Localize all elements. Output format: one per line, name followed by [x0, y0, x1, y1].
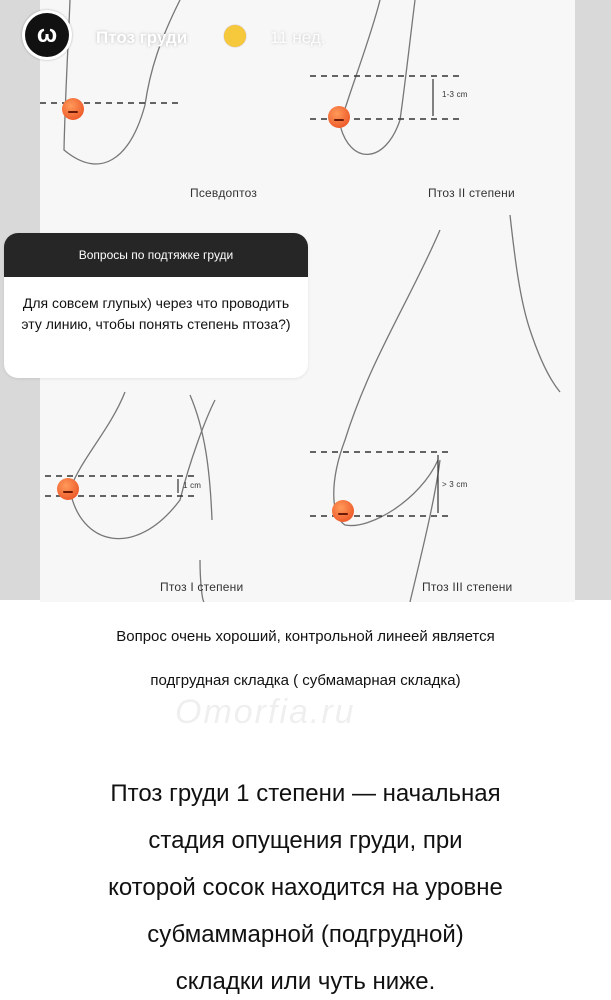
answer-text — [20, 628, 591, 645]
label-grade3-range: > 3 cm — [442, 480, 468, 489]
logo-icon: ω — [25, 13, 69, 57]
angry-face-icon — [57, 478, 79, 500]
main-caption — [20, 770, 591, 1000]
answer-line: подгрудная складка ( субмамарная складка) — [150, 672, 461, 689]
main-caption-line: которой сосок находится на уровне — [108, 874, 503, 901]
caption-grade1: Птоз I степени — [160, 580, 244, 594]
angry-face-icon — [328, 106, 350, 128]
question-text: Для совсем глупых) через что проводить эту линию, чтобы понять степень птоза?) — [21, 295, 291, 332]
account-name[interactable]: Птоз груди — [96, 28, 188, 47]
post-time: 11 нед. — [270, 28, 326, 47]
caption-grade2: Птоз II степени — [428, 186, 515, 200]
caption-grade3: Птоз III степени — [422, 580, 513, 594]
main-caption-line: субмаммарной (подгрудной) — [147, 921, 464, 948]
answer-text — [20, 672, 591, 689]
main-caption-line: стадия опущения груди, при — [148, 827, 463, 854]
question-sticker[interactable] — [4, 233, 308, 378]
angry-face-icon — [332, 500, 354, 522]
question-sticker-title: Вопросы по подтяжке груди — [4, 233, 308, 277]
label-grade2-range: 1-3 cm — [442, 90, 468, 99]
label-grade1-range: 1 cm — [183, 481, 202, 490]
caption-pseudoptosis: Псевдоптоз — [190, 186, 258, 200]
angry-face-icon — [62, 98, 84, 120]
emoji-face-icon — [224, 25, 246, 47]
story-header — [0, 0, 611, 80]
main-caption-line: Птоз груди 1 степени — начальная — [110, 780, 501, 807]
watermark: Omorfia.ru — [175, 693, 356, 731]
main-caption-line: складки или чуть ниже. — [175, 968, 436, 995]
answer-line: Вопрос очень хороший, контрольной линеей является — [116, 628, 495, 645]
avatar[interactable] — [22, 10, 72, 60]
